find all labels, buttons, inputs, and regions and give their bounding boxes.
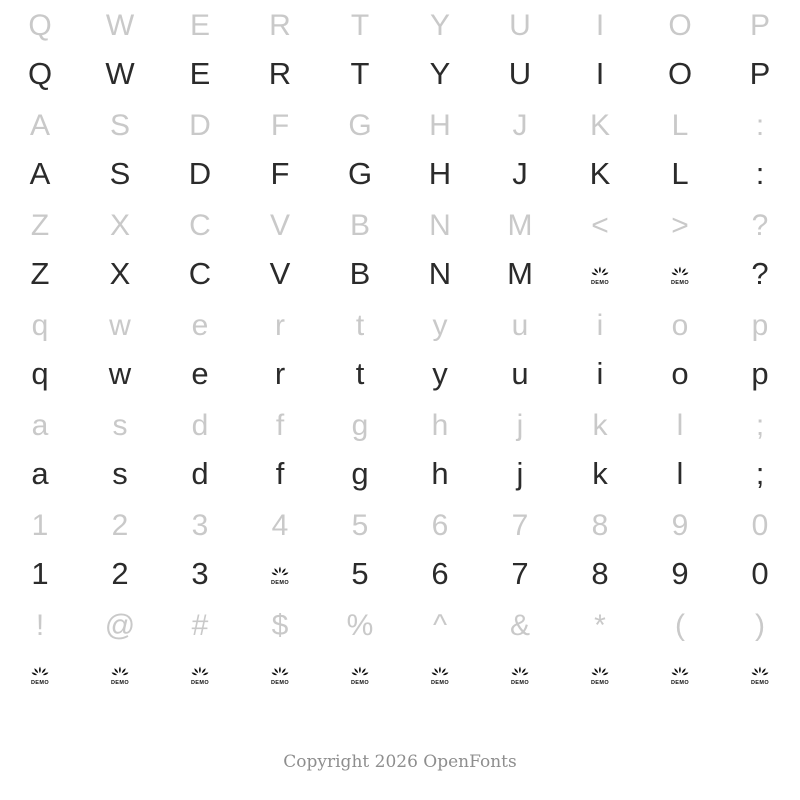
- glyph-sample: [240, 548, 320, 600]
- glyph-cell: [400, 300, 480, 400]
- key-label: 5: [351, 509, 369, 542]
- glyph-cell: [320, 100, 400, 200]
- demo-label: DEMO: [510, 680, 530, 686]
- key-label: I: [595, 9, 605, 42]
- demo-placeholder-glyph: [671, 266, 689, 286]
- glyph-cell: [0, 500, 80, 600]
- key-label: d: [191, 409, 209, 442]
- glyph-cell: [400, 200, 480, 300]
- key-label: ;: [755, 409, 765, 442]
- demo-placeholder-glyph: [591, 266, 609, 286]
- glyph-cell: [80, 0, 160, 100]
- glyph-sample: R: [268, 56, 292, 91]
- key-label: !: [35, 609, 45, 642]
- glyph-sample: y: [432, 356, 448, 391]
- glyph-cell: [240, 100, 320, 200]
- key-label: k: [592, 409, 608, 442]
- glyph-cell: [560, 200, 640, 300]
- glyph-cell: [720, 0, 800, 100]
- glyph-sample: l: [676, 456, 684, 491]
- key-label: Q: [28, 9, 52, 42]
- key-label: t: [355, 309, 365, 342]
- glyph-sample: J: [512, 156, 528, 191]
- glyph-cell: [80, 400, 160, 500]
- glyph-cell: [560, 0, 640, 100]
- key-label: w: [109, 309, 131, 342]
- glyph-sample: B: [349, 256, 371, 291]
- glyph-cell: [560, 500, 640, 600]
- key-label: R: [269, 9, 291, 42]
- key-label: J: [512, 109, 528, 142]
- glyph-cell: [0, 100, 80, 200]
- glyph-sample: 6: [431, 556, 449, 591]
- glyph-cell: [480, 500, 560, 600]
- glyph-cell: [560, 400, 640, 500]
- demo-label: DEMO: [270, 680, 290, 686]
- demo-placeholder-glyph: [351, 666, 369, 686]
- glyph-cell: [400, 600, 480, 700]
- glyph-sample: 2: [111, 556, 129, 591]
- glyph-cell: [0, 400, 80, 500]
- glyph-sample: 1: [31, 556, 49, 591]
- demo-label: DEMO: [270, 580, 290, 586]
- glyph-cell: [640, 600, 720, 700]
- glyph-sample: k: [592, 456, 608, 491]
- glyph-sample: [640, 648, 720, 700]
- glyph-sample: F: [270, 156, 290, 191]
- key-label: r: [275, 309, 285, 342]
- key-label: o: [671, 309, 689, 342]
- glyph-cell: [480, 200, 560, 300]
- key-label: N: [429, 209, 451, 242]
- glyph-sample: X: [109, 256, 131, 291]
- glyph-cell: [640, 0, 720, 100]
- key-label: i: [596, 309, 604, 342]
- glyph-cell: [720, 600, 800, 700]
- demo-placeholder-glyph: [111, 666, 129, 686]
- glyph-cell: [720, 400, 800, 500]
- glyph-sample: [400, 648, 480, 700]
- key-label: 9: [671, 509, 689, 542]
- glyph-sample: [720, 648, 800, 700]
- key-label: G: [348, 109, 372, 142]
- key-label: L: [671, 109, 689, 142]
- key-label: *: [594, 609, 606, 642]
- key-label: M: [507, 209, 533, 242]
- key-label: 1: [31, 509, 49, 542]
- glyph-cell: [480, 100, 560, 200]
- key-label: 8: [591, 509, 609, 542]
- glyph-sample: E: [189, 56, 211, 91]
- demo-placeholder-glyph: [671, 666, 689, 686]
- key-label: f: [275, 409, 285, 442]
- glyph-cell: [320, 600, 400, 700]
- glyph-cell: [400, 100, 480, 200]
- key-label: E: [189, 9, 210, 42]
- key-label: u: [511, 309, 529, 342]
- glyph-sample: Y: [429, 56, 451, 91]
- glyph-sample: e: [191, 356, 209, 391]
- glyph-cell: [640, 500, 720, 600]
- glyph-cell: [0, 300, 80, 400]
- key-label: p: [751, 309, 769, 342]
- demo-label: DEMO: [30, 680, 50, 686]
- glyph-sample: j: [516, 456, 524, 491]
- glyph-cell: [640, 100, 720, 200]
- key-label: :: [755, 109, 765, 142]
- glyph-sample: [480, 648, 560, 700]
- glyph-sample: [560, 248, 640, 300]
- glyph-cell: [160, 400, 240, 500]
- glyph-sample: d: [191, 456, 209, 491]
- glyph-sample: Z: [30, 256, 50, 291]
- glyph-cell: [400, 500, 480, 600]
- glyph-sample: 9: [671, 556, 689, 591]
- glyph-sample: A: [29, 156, 51, 191]
- key-label: 2: [111, 509, 129, 542]
- glyph-cell: [0, 200, 80, 300]
- glyph-sample: K: [589, 156, 611, 191]
- glyph-sample: ?: [751, 256, 769, 291]
- glyph-cell: [80, 200, 160, 300]
- glyph-cell: [240, 200, 320, 300]
- key-label: U: [509, 9, 531, 42]
- key-label: h: [431, 409, 449, 442]
- demo-placeholder-glyph: [271, 566, 289, 586]
- glyph-cell: [640, 200, 720, 300]
- glyph-cell: [560, 100, 640, 200]
- demo-placeholder-glyph: [751, 666, 769, 686]
- demo-label: DEMO: [670, 680, 690, 686]
- key-label: S: [109, 109, 130, 142]
- glyph-sample: C: [188, 256, 212, 291]
- demo-label: DEMO: [110, 680, 130, 686]
- glyph-sample: N: [428, 256, 452, 291]
- demo-label: DEMO: [350, 680, 370, 686]
- glyph-sample: f: [275, 456, 285, 491]
- key-label: H: [429, 109, 451, 142]
- glyph-sample: W: [105, 56, 135, 91]
- key-label: l: [676, 409, 684, 442]
- glyph-cell: [400, 400, 480, 500]
- glyph-sample: [160, 648, 240, 700]
- key-label: W: [105, 9, 135, 42]
- glyph-sample: 7: [511, 556, 529, 591]
- key-label: ): [755, 609, 765, 642]
- glyph-sample: Q: [27, 56, 53, 91]
- glyph-sample: G: [347, 156, 373, 191]
- glyph-sample: u: [511, 356, 529, 391]
- demo-label: DEMO: [190, 680, 210, 686]
- glyph-sample: V: [269, 256, 291, 291]
- glyph-sample: S: [109, 156, 131, 191]
- demo-placeholder-glyph: [191, 666, 209, 686]
- glyph-sample: t: [355, 356, 365, 391]
- glyph-sample: g: [351, 456, 369, 491]
- key-label: <: [591, 209, 609, 242]
- glyph-sample: o: [671, 356, 689, 391]
- glyph-sample: s: [112, 456, 128, 491]
- glyph-sample: q: [31, 356, 49, 391]
- demo-label: DEMO: [750, 680, 770, 686]
- key-label: B: [349, 209, 370, 242]
- glyph-sample: L: [671, 156, 689, 191]
- key-label: #: [191, 609, 209, 642]
- key-label: q: [31, 309, 49, 342]
- glyph-cell: [160, 300, 240, 400]
- glyph-cell: [560, 600, 640, 700]
- glyph-sample: 5: [351, 556, 369, 591]
- key-label: (: [675, 609, 685, 642]
- glyph-sample: [640, 248, 720, 300]
- key-label: C: [189, 209, 211, 242]
- glyph-sample: [320, 648, 400, 700]
- demo-label: DEMO: [430, 680, 450, 686]
- key-label: D: [189, 109, 211, 142]
- key-label: 0: [751, 509, 769, 542]
- glyph-cell: [320, 0, 400, 100]
- glyph-sample: 3: [191, 556, 209, 591]
- glyph-cell: [160, 500, 240, 600]
- key-label: 7: [511, 509, 529, 542]
- glyph-cell: [480, 400, 560, 500]
- glyph-sample: I: [595, 56, 605, 91]
- glyph-cell: [720, 300, 800, 400]
- key-label: e: [191, 309, 209, 342]
- key-label: y: [432, 309, 448, 342]
- key-label: $: [271, 609, 289, 642]
- glyph-cell: [320, 200, 400, 300]
- glyph-sample: [80, 648, 160, 700]
- glyph-cell: [320, 500, 400, 600]
- glyph-sample: U: [508, 56, 532, 91]
- key-label: ?: [751, 209, 769, 242]
- glyph-sample: ;: [755, 456, 765, 491]
- key-label: Y: [429, 9, 450, 42]
- glyph-sample: p: [751, 356, 769, 391]
- glyph-sample: [0, 648, 80, 700]
- key-label: 6: [431, 509, 449, 542]
- glyph-sample: [240, 648, 320, 700]
- glyph-cell: [720, 200, 800, 300]
- glyph-sample: h: [431, 456, 449, 491]
- glyph-cell: [560, 300, 640, 400]
- glyph-cell: [240, 400, 320, 500]
- key-label: F: [270, 109, 290, 142]
- demo-placeholder-glyph: [431, 666, 449, 686]
- key-label: 4: [271, 509, 289, 542]
- glyph-cell: [160, 200, 240, 300]
- glyph-sample: 8: [591, 556, 609, 591]
- glyph-sample: O: [667, 56, 693, 91]
- key-label: &: [509, 609, 530, 642]
- glyph-sample: 0: [751, 556, 769, 591]
- demo-label: DEMO: [590, 280, 610, 286]
- demo-label: DEMO: [590, 680, 610, 686]
- key-label: K: [589, 109, 610, 142]
- glyph-sample: M: [507, 256, 533, 291]
- glyph-cell: [480, 600, 560, 700]
- key-label: g: [351, 409, 369, 442]
- glyph-cell: [640, 400, 720, 500]
- glyph-cell: [320, 400, 400, 500]
- key-label: X: [109, 209, 130, 242]
- key-label: A: [29, 109, 50, 142]
- glyph-sample: [560, 648, 640, 700]
- glyph-cell: [480, 0, 560, 100]
- key-label: V: [269, 209, 290, 242]
- key-label: %: [346, 609, 374, 642]
- key-label: j: [516, 409, 524, 442]
- copyright-footer: Copyright 2026 OpenFonts: [283, 752, 517, 772]
- glyph-cell: [720, 100, 800, 200]
- glyph-cell: [80, 500, 160, 600]
- glyph-sample: P: [749, 56, 771, 91]
- glyph-cell: [160, 0, 240, 100]
- demo-label: DEMO: [670, 280, 690, 286]
- key-label: T: [350, 9, 370, 42]
- glyph-cell: [720, 500, 800, 600]
- demo-placeholder-glyph: [31, 666, 49, 686]
- key-label: >: [671, 209, 689, 242]
- demo-placeholder-glyph: [511, 666, 529, 686]
- glyph-sample: r: [274, 356, 286, 391]
- key-label: ^: [432, 609, 448, 642]
- demo-placeholder-glyph: [591, 666, 609, 686]
- glyph-cell: [80, 100, 160, 200]
- glyph-cell: [0, 0, 80, 100]
- key-label: s: [112, 409, 128, 442]
- key-label: 3: [191, 509, 209, 542]
- glyph-sample: D: [188, 156, 212, 191]
- glyph-cell: [320, 300, 400, 400]
- glyph-sample: a: [31, 456, 49, 491]
- key-label: P: [749, 9, 770, 42]
- glyph-sample: w: [108, 356, 132, 391]
- glyph-cell: [240, 0, 320, 100]
- glyph-cell: [240, 300, 320, 400]
- glyph-sample: :: [755, 156, 765, 191]
- key-label: a: [31, 409, 49, 442]
- glyph-cell: [640, 300, 720, 400]
- glyph-cell: [480, 300, 560, 400]
- glyph-sample: H: [428, 156, 452, 191]
- glyph-sample: i: [596, 356, 604, 391]
- glyph-cell: [0, 600, 80, 700]
- demo-placeholder-glyph: [271, 666, 289, 686]
- key-label: O: [668, 9, 692, 42]
- glyph-cell: [80, 600, 160, 700]
- glyph-cell: [240, 600, 320, 700]
- key-label: Z: [30, 209, 50, 242]
- glyph-cell: [160, 100, 240, 200]
- glyph-sample: T: [350, 56, 370, 91]
- glyph-cell: [400, 0, 480, 100]
- glyph-cell: [160, 600, 240, 700]
- key-label: @: [104, 609, 136, 642]
- glyph-cell: [80, 300, 160, 400]
- glyph-cell: [240, 500, 320, 600]
